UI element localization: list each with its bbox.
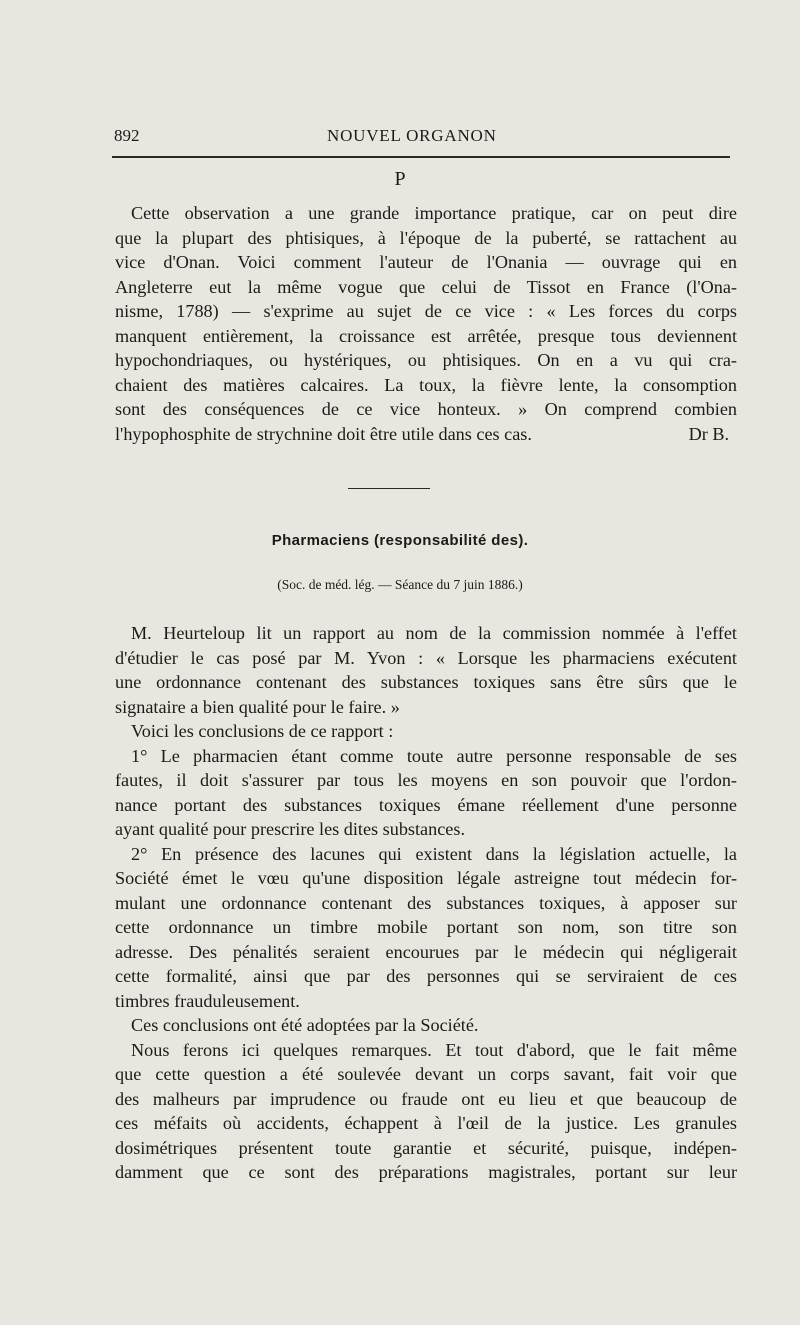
paragraph-line: 2° En présence des lacunes qui existent dans la législation actuelle, la	[131, 843, 737, 864]
paragraph-line: Société émet le vœu qu'une disposition légale astreigne tout médecin for-	[115, 868, 737, 888]
paragraph-line: Ces conclusions ont été adoptées par la Société.	[131, 1015, 479, 1035]
section-letter: P	[394, 168, 406, 190]
paragraph-line: ces méfaits où accidents, échappent à l'œil de la justice. Les granules	[115, 1113, 737, 1133]
paragraph-line: une ordonnance contenant des substances toxiques sans être sûrs que le	[115, 672, 737, 692]
paragraph-line: sont des conséquences de ce vice honteux. » On comprend combien	[115, 399, 737, 419]
paragraph-line: Nous ferons ici quelques remarques. Et tout d'abord, que le fait même	[131, 1039, 737, 1060]
running-title: NOUVEL ORGANON	[327, 126, 497, 145]
paragraph-line: ayant qualité pour prescrire les dites substances.	[115, 819, 465, 839]
author-signature: Dr B.	[688, 423, 729, 444]
paragraph-line: Voici les conclusions de ce rapport :	[131, 721, 394, 741]
paragraph-line: fautes, il doit s'assurer par tous les moyens en son pouvoir que l'ordon-	[115, 770, 737, 790]
article-source: (Soc. de méd. lég. — Séance du 7 juin 1886.)	[277, 577, 523, 592]
paragraph-line: damment que ce sont des préparations magistrales, portant sur leur	[115, 1162, 737, 1182]
paragraph-line: adresse. Des pénalités seraient encourues par le médecin qui négligerait	[115, 941, 737, 962]
paragraph-line: M. Heurteloup lit un rapport au nom de la commission nommée à l'effet	[131, 623, 737, 643]
page-header	[112, 120, 730, 160]
paragraph-line: chaient des matières calcaires. La toux, la fièvre lente, la consomption	[115, 374, 737, 395]
paragraph-line: Cette observation a une grande importance pratique, car on peut dire	[131, 203, 737, 223]
page-number: 892	[114, 126, 140, 145]
paragraph-line: que cette question a été soulevée devant un corps savant, fait voir que	[115, 1064, 737, 1084]
paragraph-line: timbres frauduleusement.	[115, 990, 300, 1011]
paragraph-line: vice d'Onan. Voici comment l'auteur de l'Onania — ouvrage qui en	[115, 252, 737, 272]
paragraph-line: dosimétriques présentent toute garantie et sécurité, puisque, indépen-	[115, 1137, 737, 1158]
paragraph-line: 1° Le pharmacien étant comme toute autre personne responsable de ses	[131, 745, 737, 766]
paragraph-line: hypochondriaques, ou hystériques, ou phtisiques. On en a vu qui cra-	[115, 350, 737, 370]
paragraph-line: nisme, 1788) — s'exprime au sujet de ce vice : « Les forces du corps	[115, 301, 737, 321]
paragraph-line: des malheurs par imprudence ou fraude ont eu lieu et que beaucoup de	[115, 1088, 737, 1109]
article-title: Pharmaciens (responsabilité des).	[271, 532, 529, 549]
paragraph-line: manquent entièrement, la croissance est arrêtée, presque tous deviennent	[115, 325, 737, 346]
article-separator	[348, 488, 430, 489]
previous-article-body	[115, 201, 737, 446]
paragraph-line: cette formalité, ainsi que par des personnes qui se serviraient de ces	[115, 966, 737, 986]
paragraph-line: l'hypophosphite de strychnine doit être utile dans ces cas.	[115, 423, 532, 444]
article-body	[115, 621, 737, 1185]
header-rule	[112, 156, 730, 158]
paragraph-line: Angleterre eut la même vogue que celui de Tissot en France (l'Ona-	[115, 276, 737, 297]
paragraph-line: signataire a bien qualité pour le faire. »	[115, 696, 400, 717]
paragraph-line-with-signature	[115, 422, 737, 447]
paragraph-line: mulant une ordonnance contenant des substances toxiques, à apposer sur	[115, 892, 737, 913]
paragraph-line: d'étudier le cas posé par M. Yvon : « Lorsque les pharmaciens exécutent	[115, 647, 737, 668]
paragraph-line: nance portant des substances toxiques émane réellement d'une personne	[115, 794, 737, 815]
paragraph-line: que la plupart des phtisiques, à l'époque de la puberté, se rattachent au	[115, 227, 737, 248]
paragraph-line: cette ordonnance un timbre mobile portant son nom, son titre son	[115, 917, 737, 937]
